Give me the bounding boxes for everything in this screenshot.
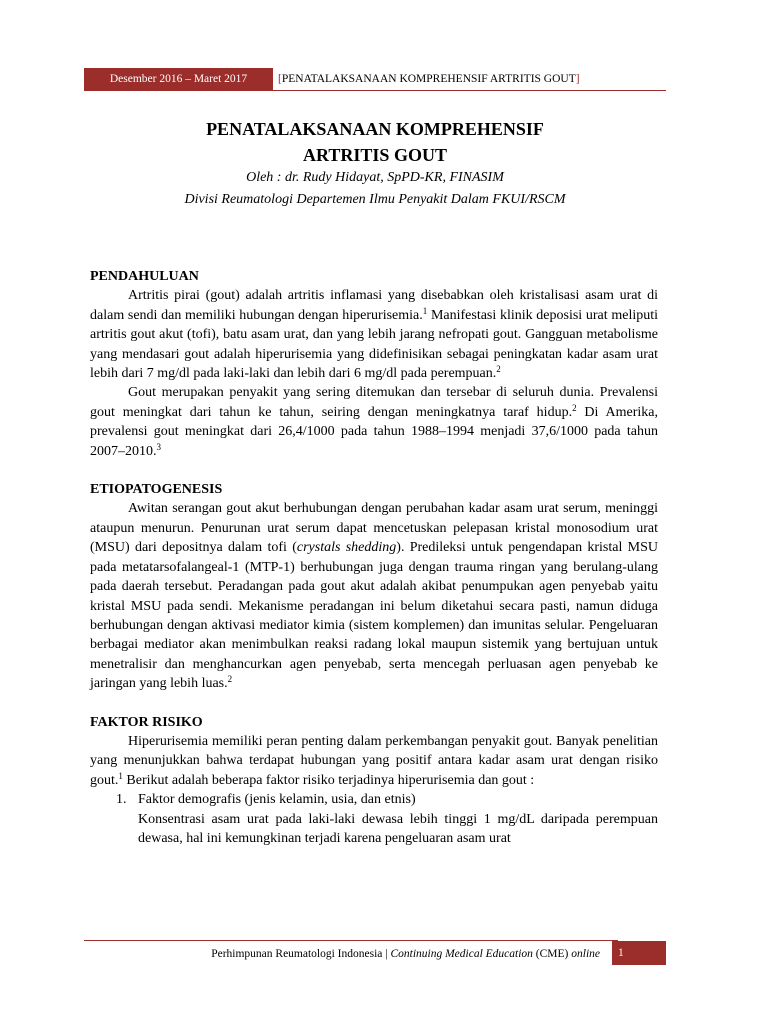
footer-org: Perhimpunan Reumatologi Indonesia | <box>211 948 391 960</box>
list-item-paragraph: Konsentrasi asam urat pada laki-laki dewasa lebih tinggi 1 mg/dL daripada perempuan dewasa, hal ini kemungkinan terjadi karena pengeluaran asam urat <box>138 811 658 846</box>
heading-etiopatogenesis: ETIOPATOGENESIS <box>90 482 223 498</box>
footer-cme: Continuing Medical Education <box>390 948 533 960</box>
header-date: Desember 2016 – Maret 2017 <box>84 68 273 91</box>
text-run: Hiperurisemia memiliki peran penting dalam perkembangan penyakit gout. Banyak penelitian yang menunjukkan bahwa terdapat hubungan yang positif antara kadar asam urat dengan risiko gout. <box>90 733 658 788</box>
italic-term: crystals shedding <box>296 540 397 556</box>
doc-author: Oleh : dr. Rudy Hidayat, SpPD-KR, FINASIM <box>246 170 504 185</box>
heading-faktor-risiko: FAKTOR RISIKO <box>90 714 203 730</box>
header-running-title <box>278 68 580 91</box>
header-rule <box>273 90 666 91</box>
article-body <box>90 267 658 848</box>
text-run: Artritis pirai (gout) adalah artritis inflamasi yang disebabkan oleh kristalisasi asam urat di dalam sendi dan memiliki hubungan dengan hiperurisemia. <box>90 288 658 323</box>
citation-ref: 2 <box>496 364 501 375</box>
paragraph <box>90 499 658 693</box>
citation-ref: 1 <box>422 305 428 316</box>
doc-title-line1: PENATALAKSANAAN KOMPREHENSIF <box>206 119 544 139</box>
paragraph <box>90 286 658 383</box>
citation-ref: 2 <box>572 402 577 413</box>
paragraph <box>90 383 658 461</box>
paragraph <box>90 732 658 790</box>
text-run: ). Predileksi untuk pengendapan kristal MSU pada metatarsofalangeal-1 (MTP-1) berhubungan juga dengan trauma ringan yang berulang-ulang pada daerah tersebut. Peradangan pada gout akut adalah akibat penumpukan agen penyebab yaitu kristal MSU pada sendi. Mekanisme peradangan ini belum diketahui secara pasti, namun diduga berhubungan dengan aktivasi mediator kimia (sistem komplemen) dan imunitas selular. Pengeluaran berbagai mediator akan menimbulkan reaksi radang lokal maupun sistemik yang bertujuan untuk menetralisir dan menghancurkan agen penyebab, serta mencegah perluasan agen penyebab ke jaringan yang lebih luas. <box>90 540 658 692</box>
footer-rule <box>84 940 618 941</box>
text-run: Gout merupakan penyakit yang sering ditemukan dan tersebar di seluruh dunia. Prevalensi gout meningkat dari tahun ke tahun, seiring dengan meningkatnya taraf hidup. <box>90 385 658 420</box>
footer-cme-abbr: (CME) <box>532 948 572 960</box>
footer-text <box>84 943 600 965</box>
header-bracket-open: [ <box>278 73 282 85</box>
text-run: Awitan serangan gout akut berhubungan dengan perubahan kadar asam urat serum, meninggi ataupun menurun. Penurunan urat serum dapat mencetuskan pelepasan kristal monosodium urat (MSU) dari depositnya dalam tofi ( <box>90 501 658 556</box>
heading-pendahuluan: PENDAHULUAN <box>90 269 199 284</box>
list-number: 1. <box>116 792 127 808</box>
list-label: Faktor demografis (jenis kelamin, usia, dan etnis) <box>138 792 416 808</box>
text-run: Manifestasi klinik deposisi urat meliputi artritis gout akut (tofi), batu asam urat, dan yang lebih jarang nefropati gout. Gangguan metabolisme yang mendasari gout adalah hiperurisemia yang didefinisikan sebagai peningkatan kadar asam urat lebih dari 7 mg/dl pada laki-laki dan lebih dari 6 mg/dl pada perempuan. <box>90 307 658 382</box>
header-title-text: PENATALAKSANAAN KOMPREHENSIF ARTRITIS GOUT <box>281 73 576 85</box>
text-run: Di Amerika, prevalensi gout meningkat dari 26,4/1000 pada tahun 1988–1994 menjadi 37,6/1000 pada tahun 2007–2010. <box>90 404 658 459</box>
doc-affiliation: Divisi Reumatologi Departemen Ilmu Penyakit Dalam FKUI/RSCM <box>184 192 566 207</box>
citation-ref: 1 <box>118 770 123 781</box>
footer-online: online <box>571 948 600 960</box>
header-bracket-close: ] <box>575 73 580 85</box>
text-run: Berikut adalah beberapa faktor risiko terjadinya hiperurisemia dan gout : <box>122 772 535 788</box>
list-item <box>116 790 658 809</box>
citation-ref: 2 <box>227 674 233 685</box>
page-number: 1 <box>612 941 666 965</box>
citation-ref: 3 <box>156 441 161 452</box>
doc-title-line2: ARTRITIS GOUT <box>303 145 447 165</box>
